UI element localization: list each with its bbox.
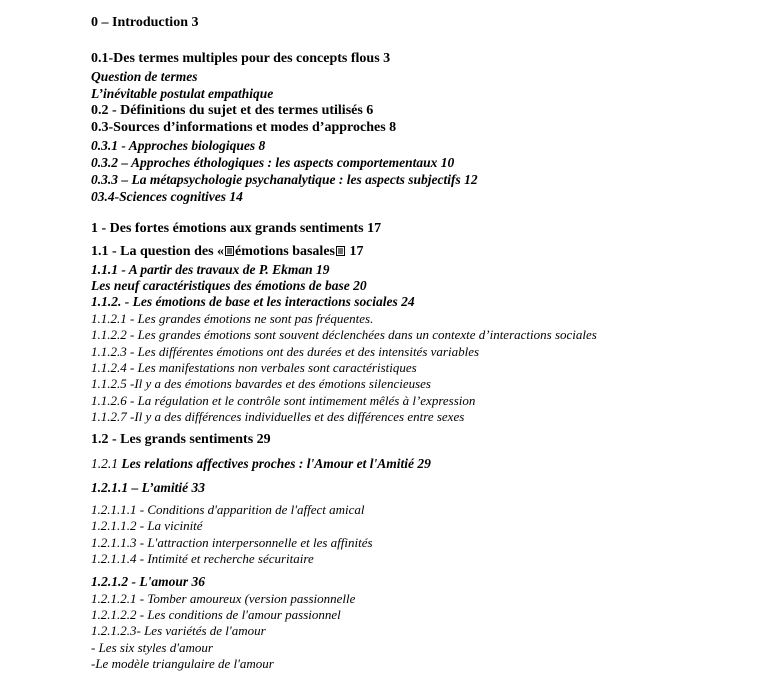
toc-entry-1-2: 1.2 - Les grands sentiments 29 — [91, 432, 271, 447]
toc-entry-postulat: L’inévitable postulat empathique — [91, 86, 274, 101]
toc-entry-1-1-2-2: 1.1.2.2 - Les grandes émotions sont souvent déclenchées dans un contexte d’interactions sociales — [91, 327, 597, 342]
toc-entry-1-1-2-4: 1.1.2.4 - Les manifestations non verbales sont caractéristiques — [91, 360, 417, 375]
toc-entry-0-3-3: 0.3.3 – La métapsychologie psychanalytique : les aspects subjectifs 12 — [91, 172, 478, 187]
toc-entry-1-1-2-6: 1.1.2.6 - La régulation et le contrôle sont intimement mêlés à l’expression — [91, 393, 476, 408]
toc-entry-1-2-1-1-3: 1.2.1.1.3 - L'attraction interpersonnelle et les affinités — [91, 535, 373, 550]
toc-entry-1-2-1-2-3: 1.2.1.2.3- Les variétés de l'amour — [91, 623, 266, 638]
toc-entry-chapter-1: 1 - Des fortes émotions aux grands sentiments 17 — [91, 221, 382, 236]
toc-entry-0-2: 0.2 - Définitions du sujet et des termes utilisés 6 — [91, 103, 374, 118]
toc-entry-1-1-2-1: 1.1.2.1 - Les grandes émotions ne sont pas fréquentes. — [91, 311, 374, 326]
toc-entry-neuf-caracteristiques: Les neuf caractéristiques des émotions de base 20 — [91, 278, 367, 293]
missing-glyph-icon — [336, 246, 345, 256]
toc-entry-1-2-1-2-2: 1.2.1.2.2 - Les conditions de l'amour passionnel — [91, 607, 341, 622]
toc-entry-1-2-1-2: 1.2.1.2 - L'amour 36 — [91, 574, 206, 589]
toc-entry-0-1: 0.1-Des termes multiples pour des concepts flous 3 — [91, 51, 391, 66]
toc-entry-1-1-2-7: 1.1.2.7 -Il y a des différences individuelles et des différences entre sexes — [91, 409, 465, 424]
toc-entry-six-styles: - Les six styles d'amour — [91, 640, 213, 655]
toc-entry-0-3-2: 0.3.2 – Approches éthologiques : les aspects comportementaux 10 — [91, 155, 455, 170]
toc-entry-0-3-1: 0.3.1 - Approches biologiques 8 — [91, 138, 266, 153]
missing-glyph-icon — [225, 246, 234, 256]
toc-entry-1-2-1-number: 1.2.1 — [91, 456, 118, 471]
toc-entry-1-1-2: 1.1.2. - Les émotions de base et les interactions sociales 24 — [91, 294, 415, 309]
toc-entry-1-2-1-2-1: 1.2.1.2.1 - Tomber amoureux (version passionnelle — [91, 591, 356, 606]
toc-entry-1-1-title: émotions basales — [235, 244, 335, 259]
toc-entry-1-2-1-title: Les relations affectives proches : l'Amour et l'Amitié 29 — [118, 456, 431, 471]
toc-entry-1-1-2-3: 1.1.2.3 - Les différentes émotions ont des durées et des intensités variables — [91, 344, 480, 359]
toc-entry-1-1-prefix: 1.1 - La question des « — [91, 244, 225, 259]
toc-entry-modele-triangulaire: -Le modèle triangulaire de l'amour — [91, 656, 274, 671]
toc-entry-1-2-1-1-4: 1.2.1.1.4 - Intimité et recherche sécuritaire — [91, 551, 314, 566]
toc-entry-1-1-1: 1.1.1 - A partir des travaux de P. Ekman 19 — [91, 262, 330, 277]
toc-entry-0-3: 0.3-Sources d’informations et modes d’approches 8 — [91, 120, 397, 135]
toc-entry-1-2-1 — [91, 457, 431, 471]
toc-entry-1-2-1-1: 1.2.1.1 – L’amitié 33 — [91, 480, 205, 495]
toc-entry-1-2-1-1-2: 1.2.1.1.2 - La vicinité — [91, 518, 203, 533]
toc-entry-0-3-4: 03.4-Sciences cognitives 14 — [91, 189, 243, 204]
toc-entry-1-1 — [91, 245, 363, 259]
toc-entry-1-2-1-1-1: 1.2.1.1.1 - Conditions d'apparition de l'affect amical — [91, 502, 365, 517]
toc-entry-1-1-2-5: 1.1.2.5 -Il y a des émotions bavardes et des émotions silencieuses — [91, 376, 431, 391]
toc-entry-1-1-page: 17 — [345, 244, 364, 259]
toc-entry-introduction: 0 – Introduction 3 — [91, 15, 199, 30]
toc-entry-question-termes: Question de termes — [91, 69, 198, 84]
